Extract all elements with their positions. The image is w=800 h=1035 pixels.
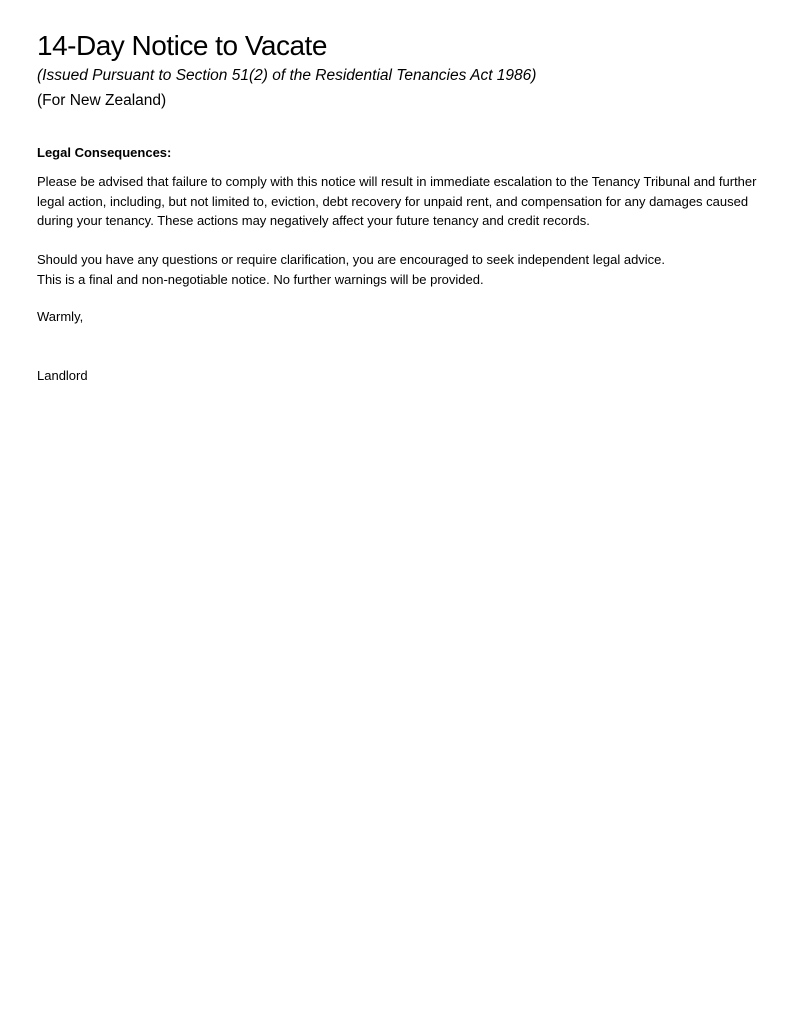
advice-paragraph — [37, 250, 767, 289]
signature: Landlord — [37, 368, 88, 383]
paragraph-line: Should you have any questions or require clarification, you are encouraged to seek independent legal advice. — [37, 252, 666, 267]
document-region: (For New Zealand) — [37, 92, 167, 109]
legal-consequences-paragraph — [37, 172, 767, 231]
closing-salutation: Warmly, — [37, 309, 84, 324]
paragraph-line: legal action, including, but not limited to, eviction, debt recovery for unpaid rent, and compensation for any damages caused — [37, 193, 749, 209]
document-subtitle: (Issued Pursuant to Section 51(2) of the Residential Tenancies Act 1986) — [37, 67, 537, 84]
paragraph-line: during your tenancy. These actions may negatively affect your future tenancy and credit records. — [37, 213, 590, 228]
legal-consequences-heading: Legal Consequences: — [37, 145, 172, 160]
document-title: 14-Day Notice to Vacate — [37, 30, 327, 61]
paragraph-line: Please be advised that failure to comply with this notice will result in immediate escalation to the Tenancy Tribunal and further — [37, 174, 757, 189]
paragraph-line: This is a final and non-negotiable notice. No further warnings will be provided. — [37, 271, 484, 287]
